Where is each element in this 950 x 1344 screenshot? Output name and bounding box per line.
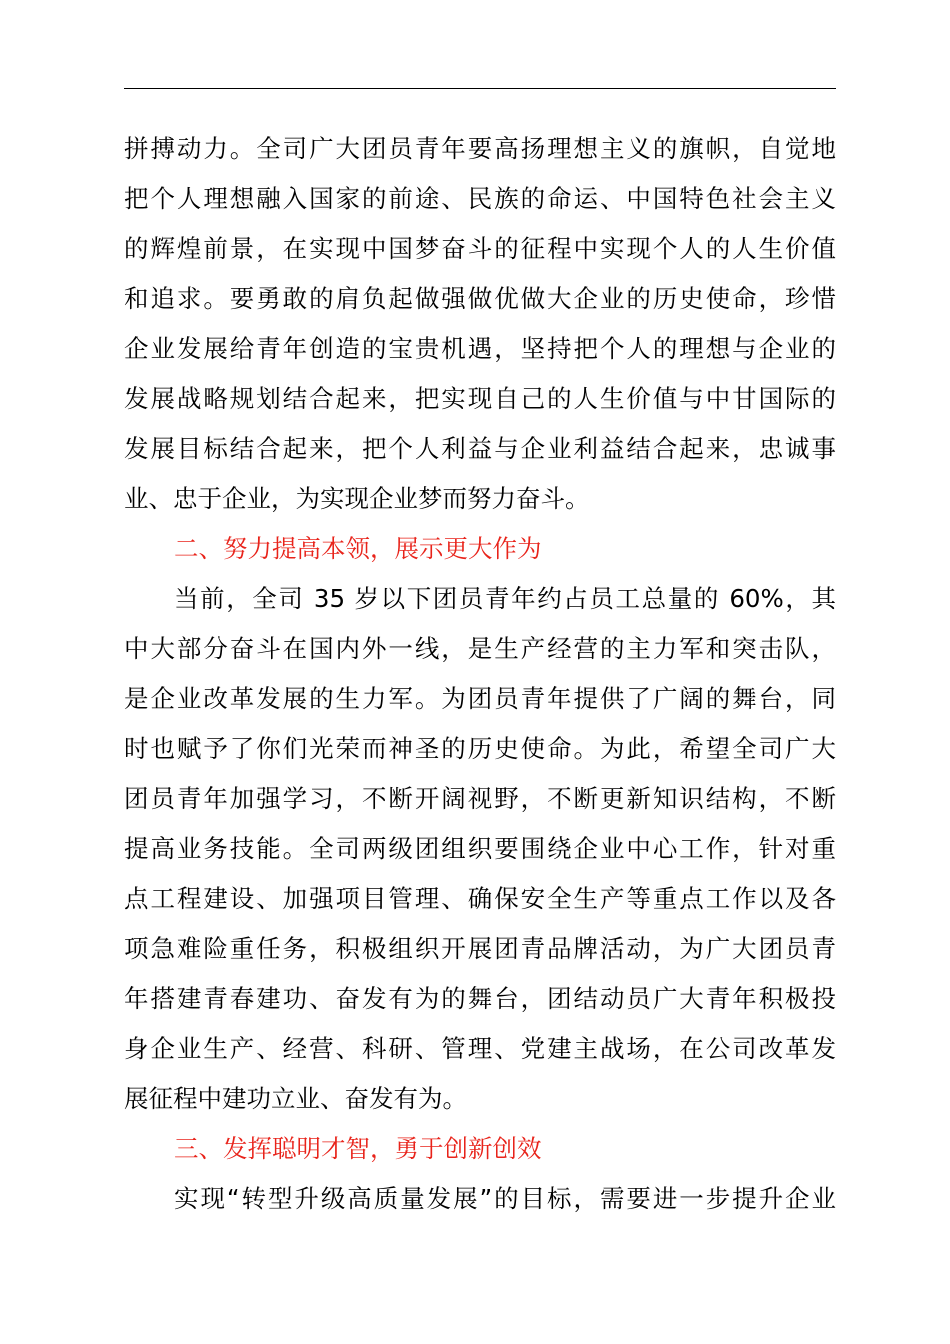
paragraph-line: 身企业生产、经营、科研、管理、党建主战场，在公司改革发 <box>124 1034 836 1063</box>
paragraph-line: 是企业改革发展的生力军。为团员青年提供了广阔的舞台，同 <box>124 684 836 713</box>
paragraph-line: 发展目标结合起来，把个人利益与企业利益结合起来，忠诚事 <box>124 434 836 463</box>
paragraph-line: 和追求。要勇敢的肩负起做强做优做大企业的历史使命，珍惜 <box>124 284 836 313</box>
paragraph-line: 企业发展给青年创造的宝贵机遇，坚持把个人的理想与企业的 <box>124 334 836 363</box>
paragraph-line: 的辉煌前景，在实现中国梦奋斗的征程中实现个人的人生价值 <box>124 234 836 263</box>
section-heading: 二、努力提高本领，展示更大作为 <box>174 534 542 563</box>
paragraph-line: 业、忠于企业，为实现企业梦而努力奋斗。 <box>124 484 590 513</box>
paragraph-line: 拼搏动力。全司广大团员青年要高扬理想主义的旗帜，自觉地 <box>124 134 836 163</box>
paragraph-line: 时也赋予了你们光荣而神圣的历史使命。为此，希望全司广大 <box>124 734 836 763</box>
paragraph-line: 团员青年加强学习，不断开阔视野，不断更新知识结构，不断 <box>124 784 836 813</box>
document-body <box>124 124 836 1224</box>
paragraph-line: 中大部分奋斗在国内外一线，是生产经营的主力军和突击队， <box>124 634 836 663</box>
paragraph-line: 当前，全司 35 岁以下团员青年约占员工总量的 60%，其 <box>174 584 836 613</box>
paragraph-line: 展征程中建功立业、奋发有为。 <box>124 1084 467 1113</box>
section-heading: 三、发挥聪明才智，勇于创新创效 <box>174 1134 542 1163</box>
paragraph-line: 年搭建青春建功、奋发有为的舞台，团结动员广大青年积极投 <box>124 984 836 1013</box>
paragraph-line: 把个人理想融入国家的前途、民族的命运、中国特色社会主义 <box>124 184 836 213</box>
paragraph-line: 提高业务技能。全司两级团组织要围绕企业中心工作，针对重 <box>124 834 836 863</box>
paragraph-line: 项急难险重任务，积极组织开展团青品牌活动，为广大团员青 <box>124 934 836 963</box>
header-rule <box>124 88 836 89</box>
paragraph-line: 发展战略规划结合起来，把实现自己的人生价值与中甘国际的 <box>124 384 836 413</box>
paragraph-line: 点工程建设、加强项目管理、确保安全生产等重点工作以及各 <box>124 884 836 913</box>
paragraph-line: 实现“转型升级高质量发展”的目标，需要进一步提升企业 <box>174 1184 836 1213</box>
